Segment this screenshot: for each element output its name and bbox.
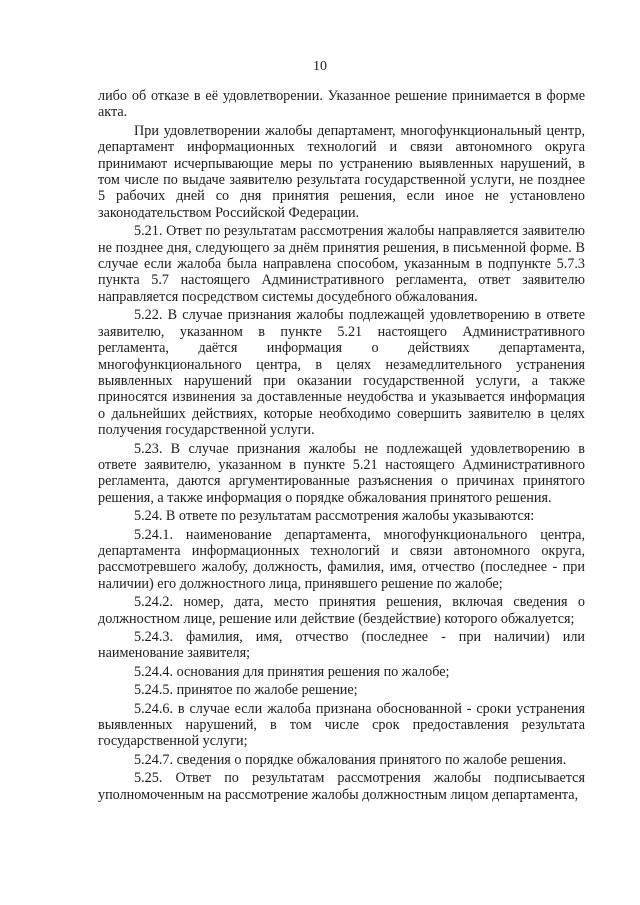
page-number: 10 <box>313 59 327 74</box>
document-body <box>98 88 585 803</box>
paragraph-5-24-3: 5.24.3. фамилия, имя, отчество (последнее - при наличии) или наименование заявителя; <box>98 629 585 662</box>
paragraph-5-22: 5.22. В случае признания жалобы подлежащей удовлетворению в ответе заявителю, указанном в пункте 5.21 настоящего Административного регламента, даётся информация о действиях департамента, многофункционального центра, в целях незамедлительного устранения выявленных нарушений при оказании государственной услуги, а также приносятся извинения за доставленные неудобства и указывается информация о дальнейших действиях, которые необходимо совершить заявителю в целях получения государственной услуги. <box>98 307 585 439</box>
paragraph-complaint-satisfaction: При удовлетворении жалобы департамент, многофункциональный центр, департамент информационных технологий и связи автономного округа принимают исчерпывающие меры по устранению выявленных нарушений, в том числе по выдаче заявителю результата государственной услуги, не позднее 5 рабочих дней со дня принятия решения, если иное не установлено законодательством Российской Федерации. <box>98 122 585 221</box>
paragraph-5-24-2: 5.24.2. номер, дата, место принятия решения, включая сведения о должностном лице, решение или действие (бездействие) которого обжалуется; <box>98 594 585 627</box>
paragraph-5-25: 5.25. Ответ по результатам рассмотрения жалобы подписывается уполномоченным на рассмотрение жалобы должностным лицом департамента, <box>98 770 585 803</box>
paragraph-5-24-4: 5.24.4. основания для принятия решения по жалобе; <box>134 663 450 680</box>
paragraph-5-21: 5.21. Ответ по результатам рассмотрения жалобы направляется заявителю не позднее дня, следующего за днём принятия решения, в письменной форме. В случае если жалоба была направлена способом, указанным в подпункте 5.7.3 пункта 5.7 настоящего Административного регламента, ответ заявителю направляется посредством системы досудебного обжалования. <box>98 223 585 305</box>
paragraph-5-24: 5.24. В ответе по результатам рассмотрения жалобы указываются: <box>134 508 535 525</box>
paragraph-5-24-6: 5.24.6. в случае если жалоба признана обоснованной - сроки устранения выявленных нарушений, в том числе срок предоставления результата государственной услуги; <box>98 700 585 750</box>
paragraph-5-24-7: 5.24.7. сведения о порядке обжалования принятого по жалобе решения. <box>134 751 567 768</box>
paragraph-5-24-5: 5.24.5. принятое по жалобе решение; <box>134 682 358 699</box>
paragraph-5-23: 5.23. В случае признания жалобы не подлежащей удовлетворению в ответе заявителю, указанном в пункте 5.21 настоящего Административного регламента, даются аргументированные разъяснения о причинах принятого решения, а также информация о порядке обжалования принятого решения. <box>98 440 585 506</box>
paragraph-continuation: либо об отказе в её удовлетворении. Указанное решение принимается в форме акта. <box>98 88 585 121</box>
paragraph-5-24-1: 5.24.1. наименование департамента, многофункционального центра, департамента информационных технологий и связи автономного округа, рассмотревшего жалобу, должность, фамилия, имя, отчество (последнее - при наличии) его должностного лица, принявшего решение по жалобе; <box>98 526 585 592</box>
